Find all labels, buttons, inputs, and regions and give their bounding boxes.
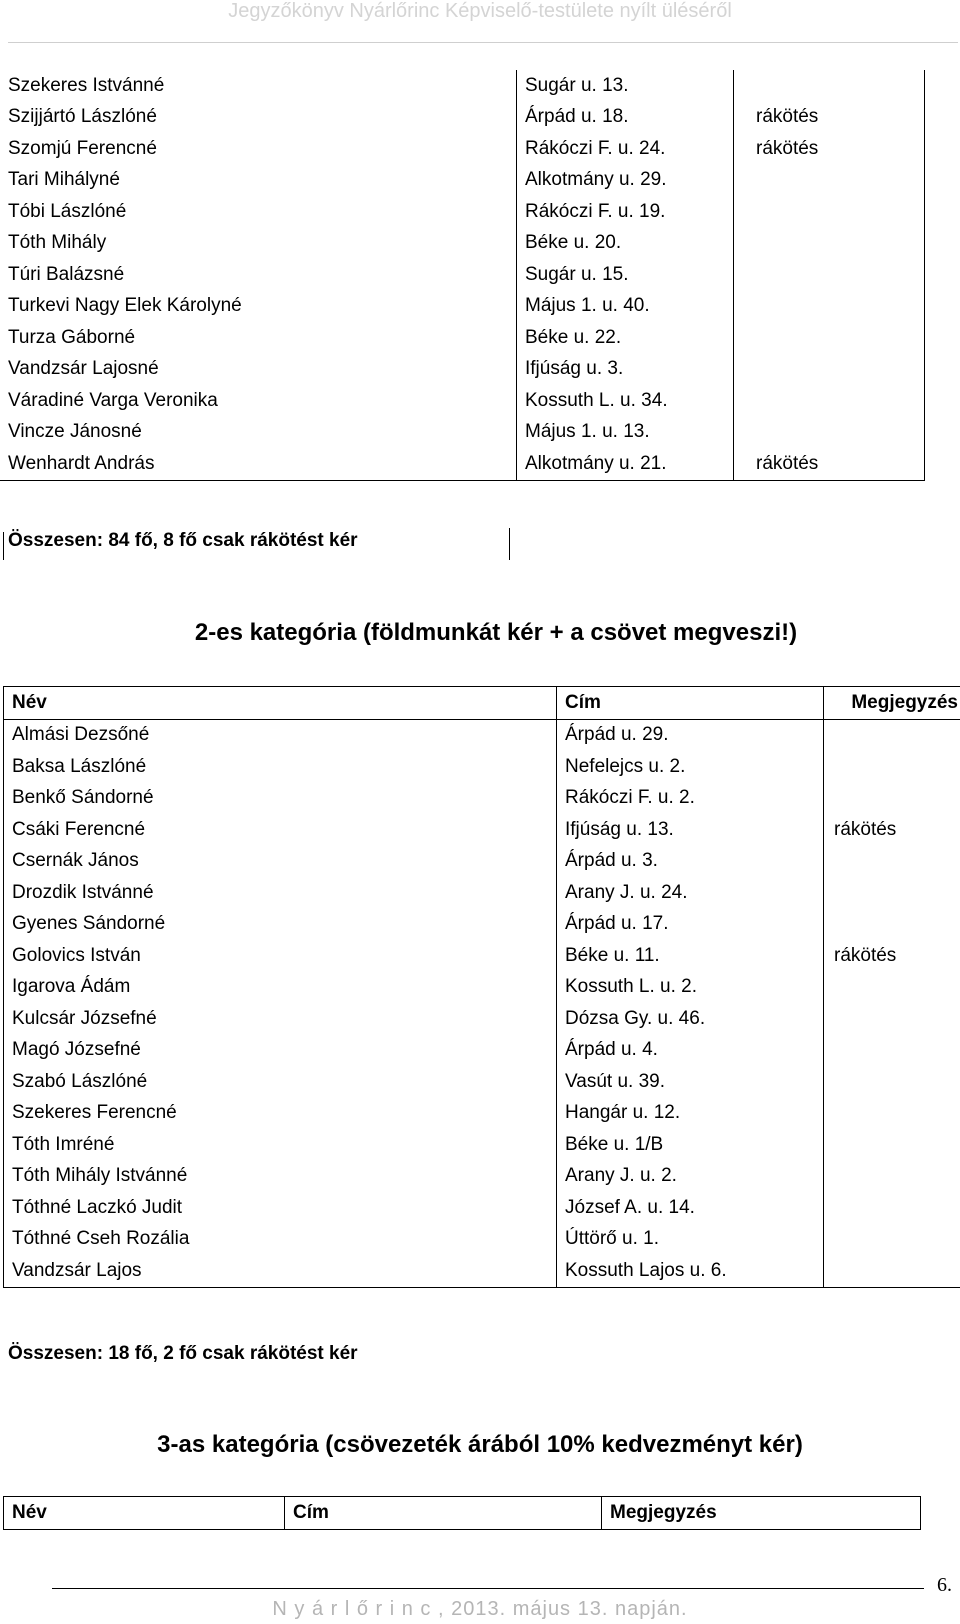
table-row — [4, 846, 960, 878]
cell-address: József A. u. 14. — [557, 1192, 824, 1224]
cell-address: Május 1. u. 13. — [517, 417, 734, 449]
cell-note — [824, 1035, 960, 1067]
residents-table-continued — [0, 70, 925, 481]
cell-note — [824, 846, 960, 878]
cell-address: Árpád u. 18. — [517, 102, 734, 134]
table-row — [0, 196, 925, 228]
cell-name: Tari Mihályné — [8, 169, 120, 191]
table-row — [4, 972, 960, 1004]
cell-address: Árpád u. 17. — [557, 909, 824, 941]
cell-note: rákötés — [734, 102, 925, 134]
cell-name: Turkevi Nagy Elek Károlyné — [8, 295, 242, 317]
table-row — [0, 291, 925, 323]
table-row — [0, 385, 925, 417]
cell-name: Almási Dezsőné — [4, 719, 557, 751]
cell-note — [824, 1003, 960, 1035]
cell-name: Turza Gáborné — [8, 326, 136, 348]
cell-name: Váradiné Varga Veronika — [8, 389, 218, 411]
table-row — [4, 1098, 960, 1130]
cell-name: Szomjú Ferencné — [8, 137, 157, 159]
cell-address: Béke u. 11. — [557, 940, 824, 972]
table-row — [0, 165, 925, 197]
cell-note — [824, 1192, 960, 1224]
table-row — [0, 322, 925, 354]
column-header-note: Megjegyzés — [824, 687, 960, 720]
cell-name: Wenhardt András — [0, 448, 517, 480]
summary-category-1: Összesen: 84 fő, 8 fő csak rákötést kér — [8, 530, 358, 551]
cell-name: Szekeres Ferencné — [4, 1098, 557, 1130]
cell-note — [824, 719, 960, 751]
table-row — [4, 1192, 960, 1224]
table-header-row — [4, 687, 960, 720]
cell-note — [734, 322, 925, 354]
table-row — [0, 70, 925, 102]
column-header-address: Cím — [557, 687, 824, 720]
table-row — [4, 1066, 960, 1098]
cell-name: Tóbi Lászlóné — [8, 200, 127, 222]
cell-address: Hangár u. 12. — [557, 1098, 824, 1130]
table-row — [4, 1003, 960, 1035]
cell-note — [734, 417, 925, 449]
cell-name: Vincze Jánosné — [8, 421, 142, 443]
cell-address: Dózsa Gy. u. 46. — [557, 1003, 824, 1035]
table-row — [0, 448, 925, 480]
cell-address: Béke u. 20. — [517, 228, 734, 260]
table-row — [4, 719, 960, 751]
document-header: Jegyzőkönyv Nyárlőrinc Képviselő-testülete nyílt üléséről — [228, 0, 732, 22]
category-2-table — [3, 686, 960, 1288]
table-row — [4, 940, 960, 972]
cell-name: Csernák János — [4, 846, 557, 878]
cell-name: Kulcsár Józsefné — [4, 1003, 557, 1035]
cell-name: Csáki Ferencné — [4, 814, 557, 846]
cell-name: Szekeres Istvánné — [8, 74, 165, 96]
summary-left-border — [3, 532, 4, 560]
cell-address: Kossuth L. u. 2. — [557, 972, 824, 1004]
cell-name: Vandzsár Lajos — [4, 1255, 557, 1287]
table-row — [4, 783, 960, 815]
cell-address: Ifjúság u. 13. — [557, 814, 824, 846]
cell-address: Árpád u. 3. — [557, 846, 824, 878]
cell-address: Béke u. 22. — [517, 322, 734, 354]
cell-note — [734, 196, 925, 228]
table-row — [0, 102, 925, 134]
cell-name: Baksa Lászlóné — [4, 751, 557, 783]
cell-address: Nefelejcs u. 2. — [557, 751, 824, 783]
cell-name: Szijjártó Lászlóné — [8, 106, 157, 128]
cell-name: Tóth Imréné — [4, 1129, 557, 1161]
cell-address: Május 1. u. 40. — [517, 291, 734, 323]
cell-name: Tóth Mihály — [8, 232, 107, 254]
cell-address: Rákóczi F. u. 2. — [557, 783, 824, 815]
cell-note — [824, 1129, 960, 1161]
cell-note — [824, 972, 960, 1004]
table-row — [4, 1255, 960, 1287]
table-row — [4, 1224, 960, 1256]
category-3-heading: 3-as kategória (csövezeték árából 10% kedvezményt kér) — [157, 1431, 803, 1458]
cell-address: Kossuth Lajos u. 6. — [557, 1255, 824, 1287]
cell-note — [824, 1066, 960, 1098]
table-row — [0, 228, 925, 260]
column-header-note: Megjegyzés — [602, 1497, 921, 1530]
cell-address: Alkotmány u. 21. — [517, 448, 734, 480]
page-number: 6. — [937, 1574, 952, 1596]
column-header-address: Cím — [285, 1497, 602, 1530]
cell-note — [824, 1098, 960, 1130]
cell-note — [824, 1161, 960, 1193]
document-footer: N y á r l ő r i n c , 2013. május 13. napján. — [272, 1598, 688, 1620]
cell-name: Gyenes Sándorné — [4, 909, 557, 941]
cell-address: Béke u. 1/B — [557, 1129, 824, 1161]
table-row — [4, 877, 960, 909]
table-row — [4, 1161, 960, 1193]
cell-note — [734, 70, 925, 102]
table-row — [4, 751, 960, 783]
cell-address: Vasút u. 39. — [557, 1066, 824, 1098]
table-row — [0, 259, 925, 291]
cell-note — [734, 228, 925, 260]
table-row — [4, 1035, 960, 1067]
cell-address: Arany J. u. 2. — [557, 1161, 824, 1193]
cell-address: Rákóczi F. u. 24. — [517, 133, 734, 165]
cell-note: rákötés — [824, 940, 960, 972]
cell-note: rákötés — [824, 814, 960, 846]
table-row — [0, 354, 925, 386]
cell-note: rákötés — [734, 133, 925, 165]
cell-note — [734, 385, 925, 417]
summary-right-border — [509, 528, 510, 560]
cell-address: Kossuth L. u. 34. — [517, 385, 734, 417]
cell-note — [734, 291, 925, 323]
cell-name: Tóthné Cseh Rozália — [4, 1224, 557, 1256]
cell-address: Árpád u. 29. — [557, 719, 824, 751]
table-row — [0, 417, 925, 449]
column-header-name: Név — [4, 1497, 285, 1530]
cell-name: Tóth Mihály Istvánné — [4, 1161, 557, 1193]
table-row — [4, 1129, 960, 1161]
cell-address: Úttörő u. 1. — [557, 1224, 824, 1256]
table-row — [0, 133, 925, 165]
cell-name: Túri Balázsné — [8, 263, 125, 285]
cell-address: Sugár u. 15. — [517, 259, 734, 291]
cell-note — [734, 354, 925, 386]
category-3-table — [3, 1496, 921, 1530]
cell-address: Arany J. u. 24. — [557, 877, 824, 909]
cell-address: Rákóczi F. u. 19. — [517, 196, 734, 228]
cell-note: rákötés — [734, 448, 925, 480]
cell-name: Tóthné Laczkó Judit — [4, 1192, 557, 1224]
cell-note — [824, 909, 960, 941]
cell-address: Árpád u. 4. — [557, 1035, 824, 1067]
cell-note — [734, 259, 925, 291]
category-2-heading: 2-es kategória (földmunkát kér + a csövet megveszi!) — [194, 619, 798, 646]
cell-note — [824, 783, 960, 815]
cell-name: Szabó Lászlóné — [4, 1066, 557, 1098]
cell-name: Magó Józsefné — [4, 1035, 557, 1067]
cell-address: Sugár u. 13. — [517, 70, 734, 102]
cell-name: Benkő Sándorné — [4, 783, 557, 815]
cell-address: Alkotmány u. 29. — [517, 165, 734, 197]
cell-note — [824, 877, 960, 909]
summary-category-2: Összesen: 18 fő, 2 fő csak rákötést kér — [8, 1343, 358, 1364]
cell-address: Ifjúság u. 3. — [517, 354, 734, 386]
cell-note — [824, 1255, 960, 1287]
cell-note — [824, 751, 960, 783]
cell-note — [734, 165, 925, 197]
cell-name: Golovics István — [4, 940, 557, 972]
cell-name: Igarova Ádám — [4, 972, 557, 1004]
cell-name: Drozdik Istvánné — [4, 877, 557, 909]
table-row — [4, 814, 960, 846]
table-row — [4, 909, 960, 941]
header-divider — [8, 42, 958, 43]
table-header-row — [4, 1497, 921, 1530]
column-header-name: Név — [4, 687, 557, 720]
cell-name: Vandzsár Lajosné — [8, 358, 159, 380]
footer-divider — [52, 1588, 924, 1589]
cell-note — [824, 1224, 960, 1256]
